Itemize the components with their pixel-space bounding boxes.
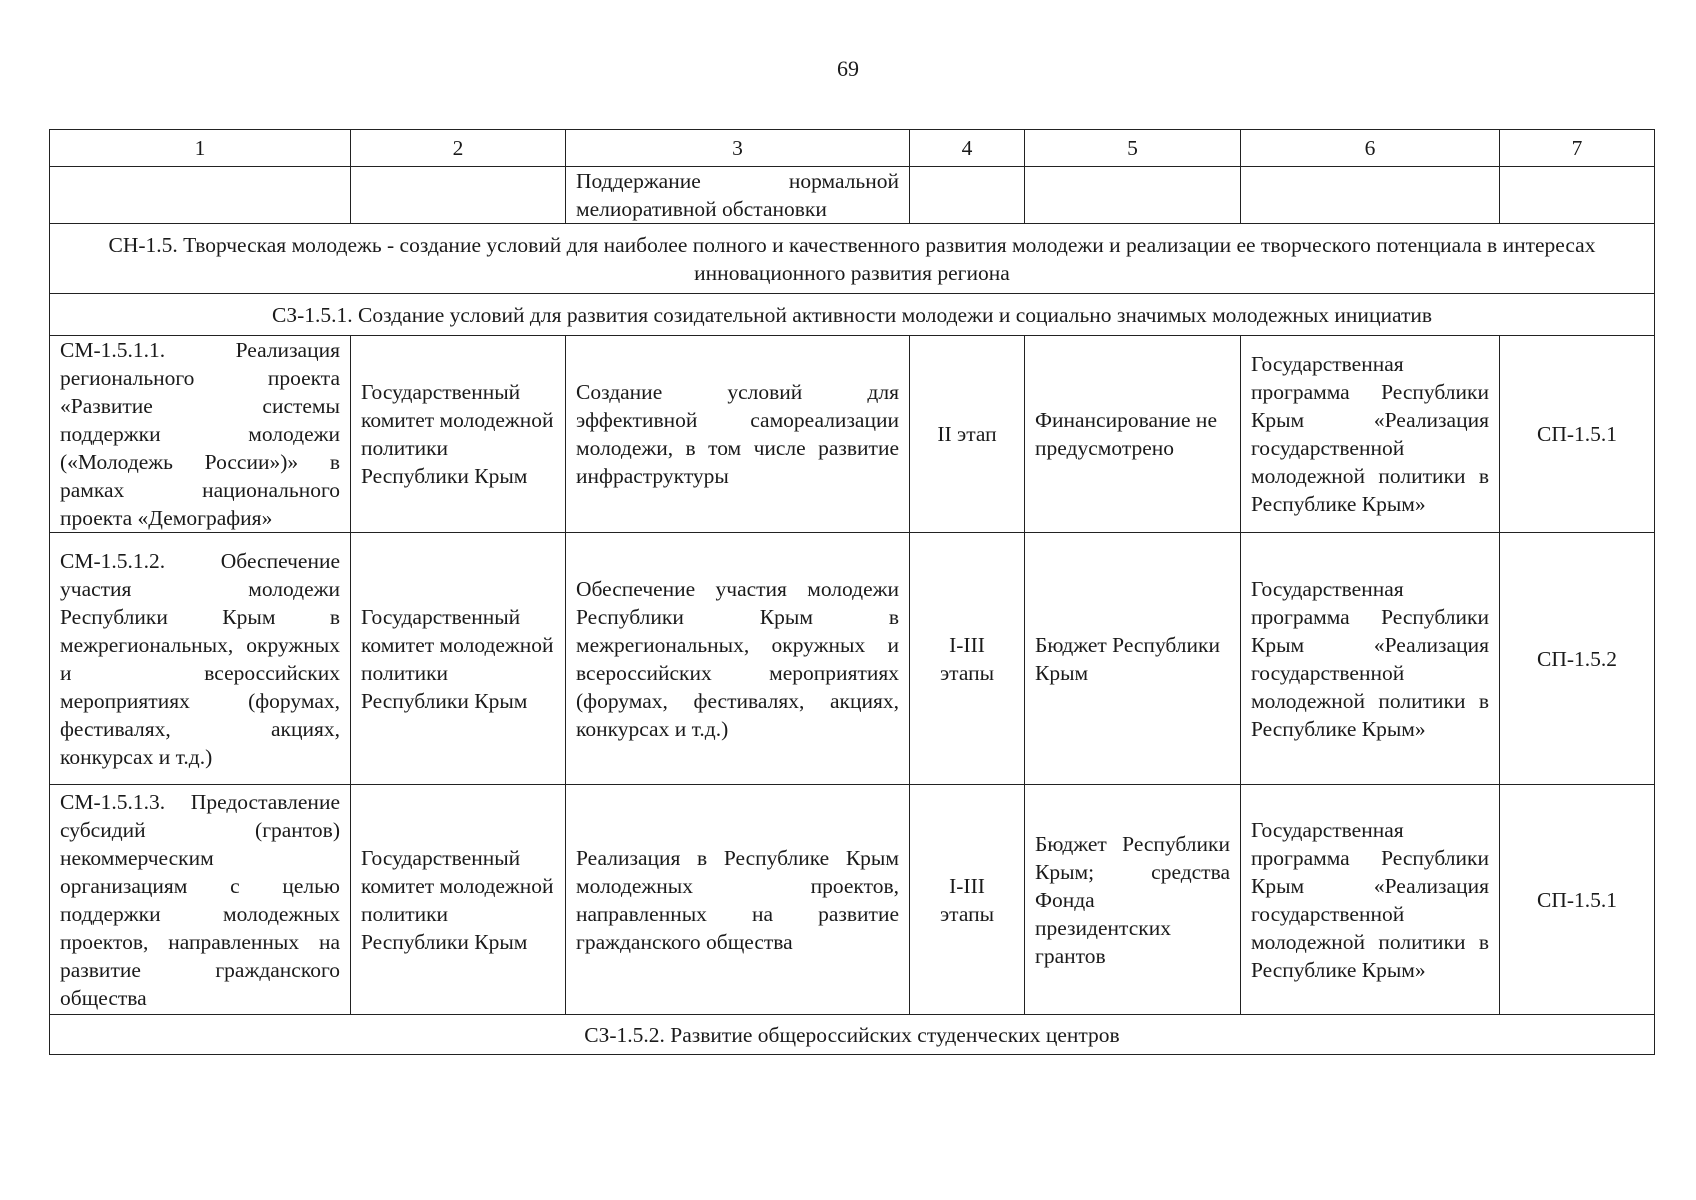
section-heading: СН-1.5. Творческая молодежь - создание условий для наиболее полного и качественного развития молодежи и реализации ее творческого потенциала в интересах инновационного развития региона	[50, 224, 1655, 294]
strategy-table	[49, 129, 1655, 1055]
column-number-row	[50, 130, 1655, 167]
result-cell: Создание условий для эффективной самореализации молодежи, в том числе развитие инфраструктуры	[566, 336, 910, 533]
table-cell	[1241, 167, 1500, 224]
result-cell: Реализация в Республике Крым молодежных проектов, направленных на развитие гражданского общества	[566, 785, 910, 1015]
executor-cell: Государственный комитет молодежной политики Республики Крым	[351, 533, 566, 785]
stage-cell: I-III этапы	[910, 533, 1025, 785]
funding-cell: Финансирование не предусмотрено	[1025, 336, 1241, 533]
stage-cell: II этап	[910, 336, 1025, 533]
column-header: 1	[50, 130, 351, 167]
column-header: 6	[1241, 130, 1500, 167]
measure-cell: СМ-1.5.1.2. Обеспечение участия молодежи Республики Крым в межрегиональных, окружных и всероссийских мероприятиях (форумах, фестивалях, акциях, конкурсах и т.д.)	[50, 533, 351, 785]
funding-cell: Бюджет Республики Крым	[1025, 533, 1241, 785]
column-header: 7	[1500, 130, 1655, 167]
stage-cell: I-III этапы	[910, 785, 1025, 1015]
code-cell: СП-1.5.2	[1500, 533, 1655, 785]
column-header: 3	[566, 130, 910, 167]
code-cell: СП-1.5.1	[1500, 336, 1655, 533]
table-cell	[50, 167, 351, 224]
result-cell: Обеспечение участия молодежи Республики Крым в межрегиональных, окружных и всероссийских мероприятиях (форумах, фестивалях, акциях, конкурсах и т.д.)	[566, 533, 910, 785]
table-row	[50, 336, 1655, 533]
table-cell	[910, 167, 1025, 224]
measure-cell: СМ-1.5.1.1. Реализация регионального проекта «Развитие системы поддержки молодежи («Молодежь России»)» в рамках национального проекта «Демография»	[50, 336, 351, 533]
table-cell	[1025, 167, 1241, 224]
table-row	[50, 785, 1655, 1015]
column-header: 5	[1025, 130, 1241, 167]
section-sz2-row	[50, 1015, 1655, 1055]
table-cell	[351, 167, 566, 224]
continuation-row	[50, 167, 1655, 224]
program-cell: Государственная программа Республики Крым «Реализация государственной молодежной политики в Республике Крым»	[1241, 533, 1500, 785]
program-cell: Государственная программа Республики Крым «Реализация государственной молодежной политики в Республике Крым»	[1241, 336, 1500, 533]
column-header: 2	[351, 130, 566, 167]
column-header: 4	[910, 130, 1025, 167]
result-cell: Поддержание нормальной мелиоративной обстановки	[566, 167, 910, 224]
section-sz1-row	[50, 294, 1655, 336]
section-sn-row	[50, 224, 1655, 294]
section-heading: СЗ-1.5.1. Создание условий для развития созидательной активности молодежи и социально значимых молодежных инициатив	[50, 294, 1655, 336]
program-cell: Государственная программа Республики Крым «Реализация государственной молодежной политики в Республике Крым»	[1241, 785, 1500, 1015]
executor-cell: Государственный комитет молодежной политики Республики Крым	[351, 785, 566, 1015]
code-cell: СП-1.5.1	[1500, 785, 1655, 1015]
table-row	[50, 533, 1655, 785]
section-heading: СЗ-1.5.2. Развитие общероссийских студенческих центров	[50, 1015, 1655, 1055]
measure-cell: СМ-1.5.1.3. Предоставление субсидий (грантов) некоммерческим организациям с целью поддержки молодежных проектов, направленных на развитие гражданского общества	[50, 785, 351, 1015]
page-number: 69	[837, 56, 859, 81]
table-cell	[1500, 167, 1655, 224]
executor-cell: Государственный комитет молодежной политики Республики Крым	[351, 336, 566, 533]
funding-cell: Бюджет Республики Крым; средства Фонда президентских грантов	[1025, 785, 1241, 1015]
